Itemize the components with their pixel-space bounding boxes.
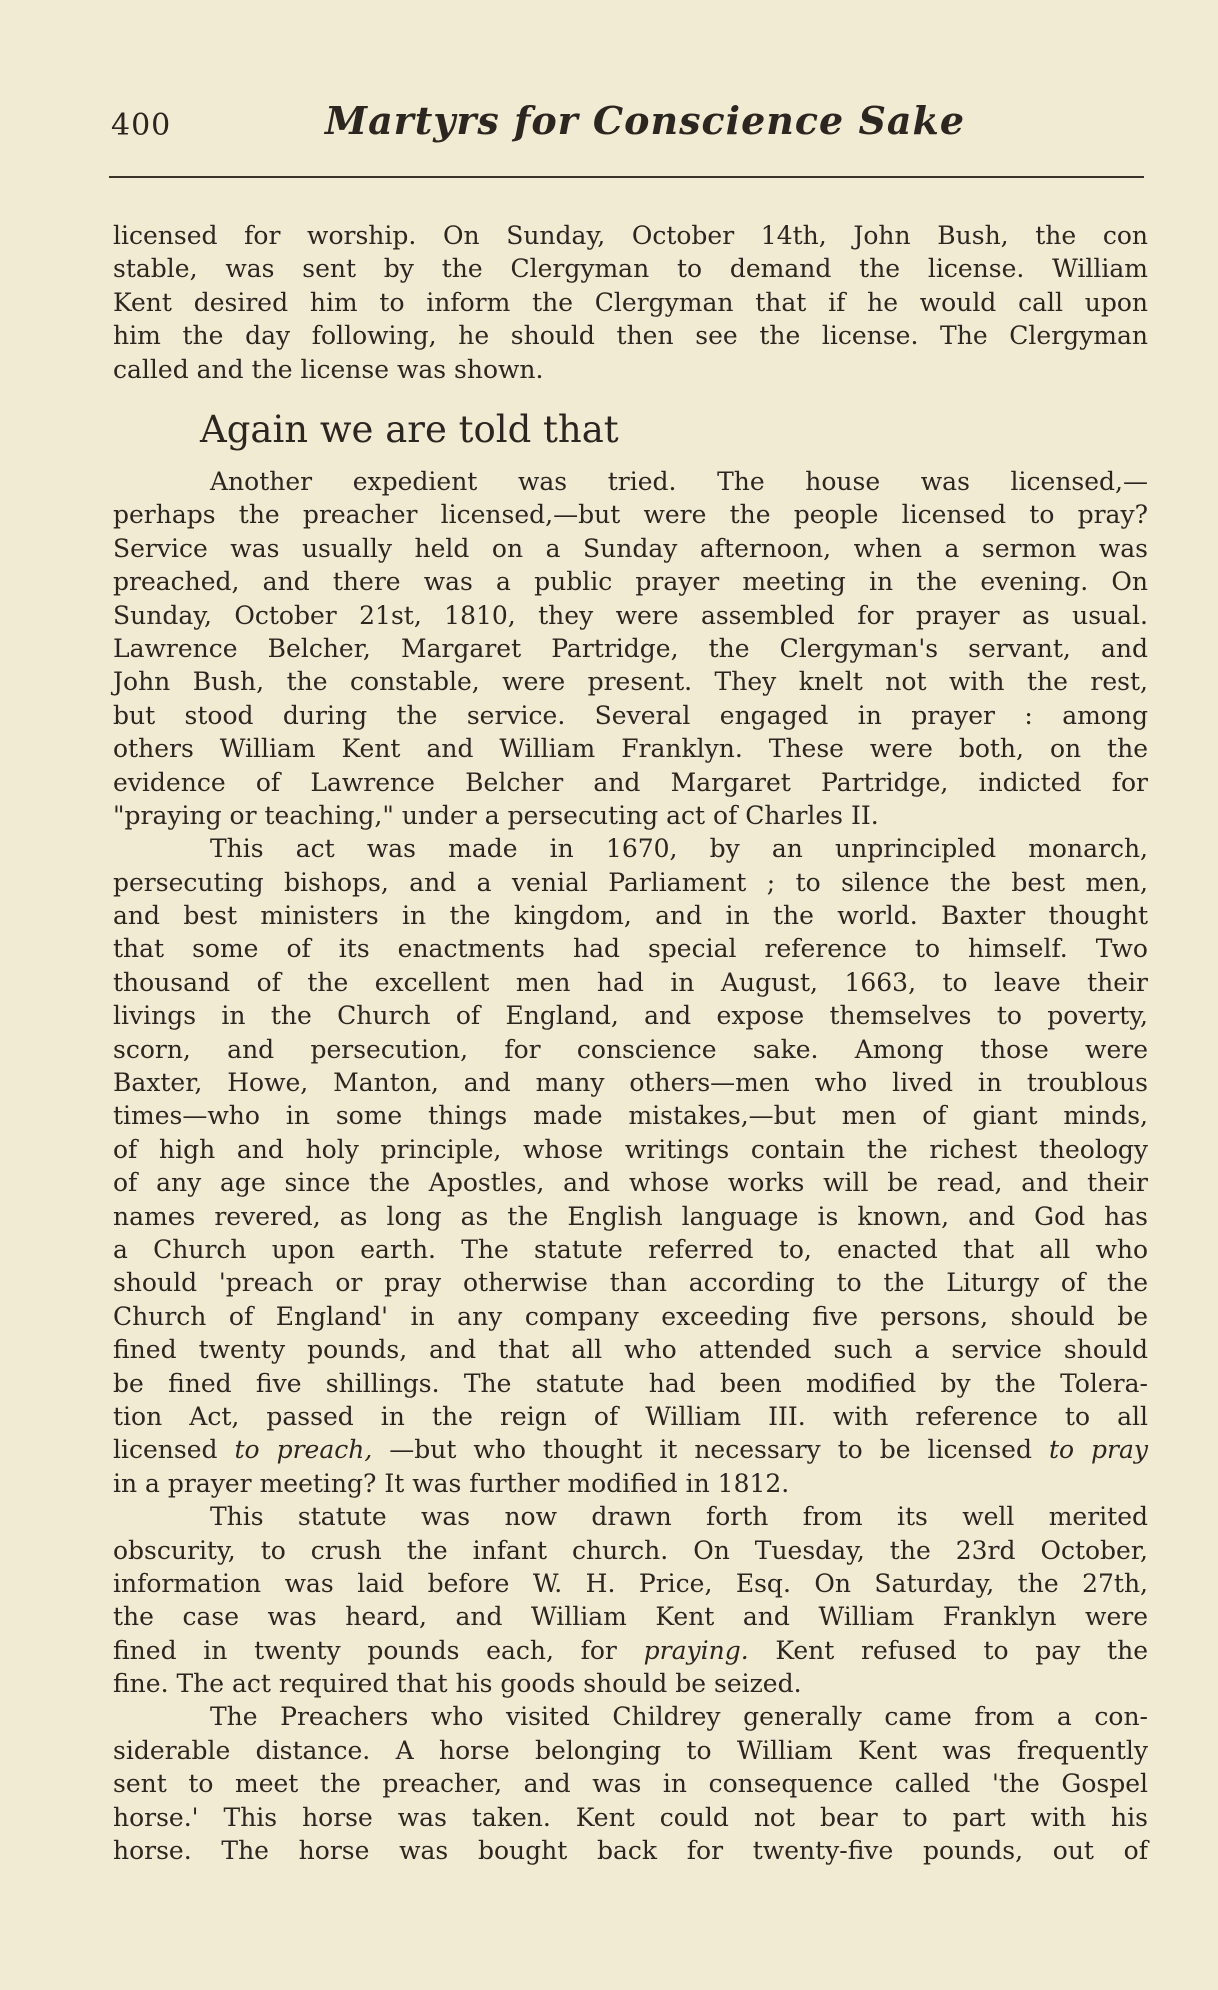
text-run: fined in twenty pounds each, for	[113, 1635, 644, 1665]
text-line	[113, 1634, 1148, 1667]
text-line: scorn, and persecution, for conscience sake. Among those were	[113, 1034, 1148, 1064]
text-line: that some of its enactments had special reference to himself. Two	[113, 934, 1148, 964]
text-line: called and the license was shown.	[113, 354, 544, 384]
text-line: and best ministers in the kingdom, and in the world. Baxter thought	[113, 901, 1148, 931]
text-line: Service was usually held on a Sunday afternoon, when a sermon was	[113, 533, 1148, 563]
text-line: in a prayer meeting? It was further modified in 1812.	[113, 1468, 790, 1498]
text-line: livings in the Church of England, and expose themselves to poverty,	[113, 1001, 1148, 1031]
text-line: Church of England' in any company exceeding five persons, should be	[113, 1301, 1148, 1331]
text-line	[113, 1433, 1148, 1466]
body-text	[113, 465, 1148, 1867]
text-line: of high and holy principle, whose writings contain the richest theology	[113, 1134, 1148, 1164]
text-line: "praying or teaching," under a persecuting act of Charles II.	[113, 800, 879, 830]
text-line: tion Act, passed in the reign of William III. with reference to all	[113, 1401, 1148, 1431]
text-line: persecuting bishops, and a venial Parliament ; to silence the best men,	[113, 867, 1148, 897]
text-line: stable, was sent by the Clergyman to demand the license. William	[113, 254, 1148, 284]
text-line: This statute was now drawn forth from its well merited	[210, 1502, 1148, 1532]
text-run: licensed	[113, 1435, 235, 1465]
text-line: horse.' This horse was taken. Kent could not bear to part with his	[113, 1802, 1148, 1832]
text-line: Baxter, Howe, Manton, and many others—men who lived in troublous	[113, 1068, 1148, 1098]
running-title: Martyrs for Conscience Sake	[325, 98, 966, 143]
text-line: be fined five shillings. The statute had been modified by the Tolera-	[113, 1368, 1148, 1398]
text-line: preached, and there was a public prayer meeting in the evening. On	[113, 567, 1148, 597]
text-line: him the day following, he should then see the license. The Clergyman	[113, 321, 1148, 351]
intro-paragraph	[113, 219, 1148, 386]
italic-text: to pray	[1048, 1435, 1149, 1465]
text-line: of any age since the Apostles, and whose works will be read, and their	[113, 1168, 1148, 1198]
text-run: Kent refused to pay the	[748, 1635, 1148, 1665]
text-line: Sunday, October 21st, 1810, they were assembled for prayer as usual.	[113, 600, 1148, 630]
section-subheading: Again we are told that	[200, 408, 619, 451]
italic-text: praying.	[643, 1635, 749, 1665]
text-line: horse. The horse was bought back for twenty-five pounds, out of	[113, 1836, 1148, 1866]
text-line: This act was made in 1670, by an unprincipled monarch,	[210, 834, 1148, 864]
text-line: thousand of the excellent men had in August, 1663, to leave their	[113, 967, 1148, 997]
page-header	[111, 98, 1141, 158]
text-run: —but who thought it necessary to be licensed	[372, 1435, 1049, 1465]
text-line: licensed for worship. On Sunday, October 14th, John Bush, the con	[113, 221, 1148, 250]
page-number: 400	[111, 108, 172, 143]
text-line: sent to meet the preacher, and was in consequence called 'the Gospel	[113, 1769, 1148, 1799]
text-line: obscurity, to crush the infant church. On Tuesday, the 23rd October,	[113, 1535, 1148, 1565]
text-line: Another expedient was tried. The house was licensed,—	[210, 467, 1148, 496]
text-line: evidence of Lawrence Belcher and Margaret Partridge, indicted for	[113, 767, 1148, 797]
text-line: fine. The act required that his goods should be seized.	[113, 1669, 802, 1699]
text-line: siderable distance. A horse belonging to William Kent was frequently	[113, 1735, 1148, 1765]
text-line: information was laid before W. H. Price, Esq. On Saturday, the 27th,	[113, 1568, 1148, 1598]
text-line: fined twenty pounds, and that all who attended such a service should	[113, 1335, 1148, 1365]
text-line: perhaps the preacher licensed,—but were the people licensed to pray?	[113, 500, 1148, 530]
italic-text: to preach,	[234, 1435, 373, 1465]
text-line: others William Kent and William Franklyn. These were both, on the	[113, 734, 1148, 764]
text-line: a Church upon earth. The statute referred to, enacted that all who	[113, 1234, 1148, 1264]
text-line: Kent desired him to inform the Clergyman that if he would call upon	[113, 287, 1148, 317]
text-line: but stood during the service. Several engaged in prayer : among	[113, 700, 1148, 730]
header-rule	[109, 176, 1144, 178]
text-line: should 'preach or pray otherwise than according to the Liturgy of the	[113, 1268, 1148, 1298]
text-line: Lawrence Belcher, Margaret Partridge, the Clergyman's servant, and	[113, 633, 1148, 663]
text-line: times—who in some things made mistakes,—but men of giant minds,	[113, 1101, 1148, 1131]
text-line: the case was heard, and William Kent and William Franklyn were	[113, 1602, 1148, 1632]
text-line: John Bush, the constable, were present. They knelt not with the rest,	[113, 667, 1148, 697]
text-line: names revered, as long as the English language is known, and God has	[113, 1201, 1148, 1231]
text-line: The Preachers who visited Childrey generally came from a con-	[210, 1702, 1148, 1732]
